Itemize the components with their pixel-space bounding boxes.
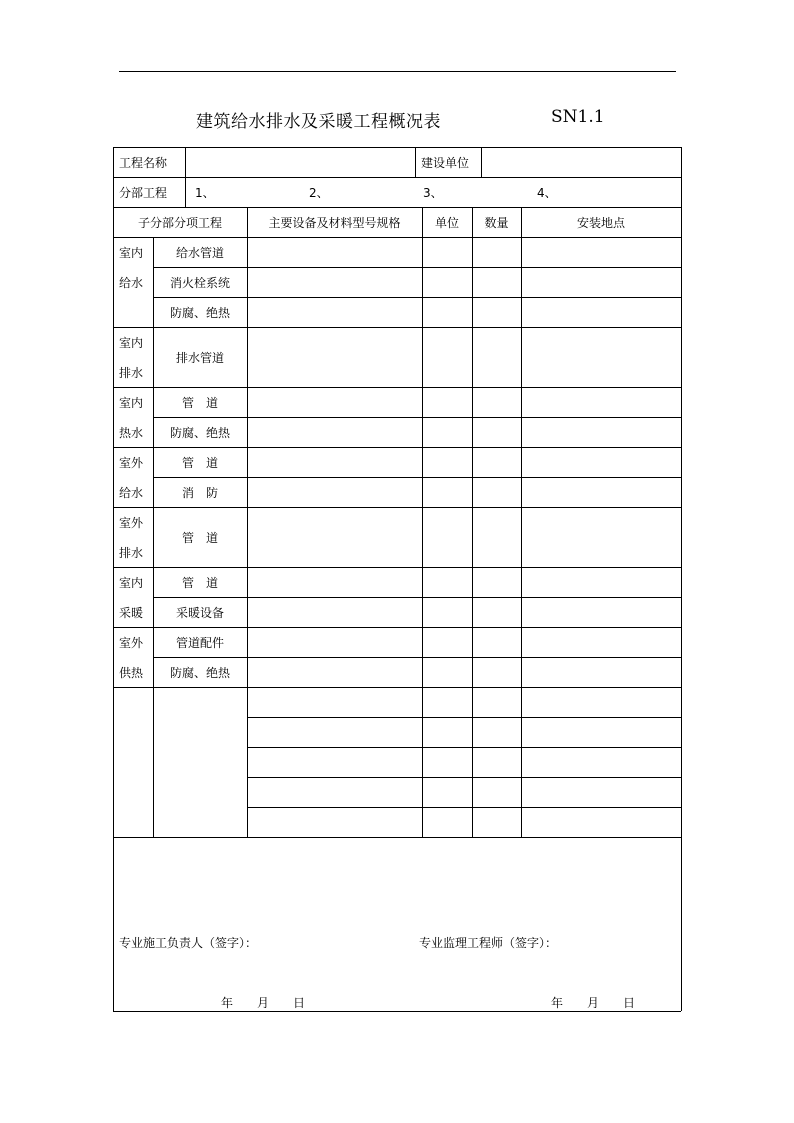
owner-value	[481, 147, 681, 177]
project-name-value	[185, 147, 415, 177]
subdivision-item: 4、	[537, 185, 557, 200]
document-title: 建筑给水排水及采暖工程概况表	[196, 112, 441, 132]
header-location: 安装地点	[576, 215, 625, 230]
item-divider	[153, 477, 681, 478]
subdivision-item: 3、	[423, 185, 443, 200]
contractor-date-month: 月	[257, 996, 270, 1010]
col-divider	[422, 207, 423, 837]
item-divider	[153, 297, 681, 298]
sub-item-label: 管 道	[181, 395, 218, 410]
contractor-signature-label: 专业施工负责人（签字）：	[119, 936, 258, 950]
supervisor-date-year: 年	[551, 996, 564, 1010]
item-divider	[153, 657, 681, 658]
blank-row-divider	[247, 807, 681, 808]
subdivision-label: 分部工程	[119, 185, 168, 200]
divider	[185, 177, 186, 207]
group-label: 室外	[119, 455, 144, 470]
sub-item-label: 排水管道	[175, 350, 224, 365]
col-divider	[472, 207, 473, 837]
group-label: 给水	[119, 485, 144, 500]
group-label: 排水	[119, 545, 144, 560]
sub-item-label: 管 道	[181, 530, 218, 545]
header-quantity: 数量	[484, 215, 509, 230]
item-divider	[153, 597, 681, 598]
group-label: 室内	[119, 395, 144, 410]
group-label: 室内	[119, 335, 144, 350]
header-rule	[119, 71, 676, 72]
sub-item-label: 管 道	[181, 575, 218, 590]
group-label: 室内	[119, 575, 144, 590]
col-divider	[247, 207, 248, 837]
sub-item-label: 防腐、绝热	[169, 665, 230, 680]
sub-item-label: 防腐、绝热	[169, 305, 230, 320]
blank-row-divider	[247, 747, 681, 748]
form-code: SN1.1	[551, 107, 605, 127]
blank-row-divider	[247, 717, 681, 718]
item-divider	[153, 417, 681, 418]
group-label: 供热	[119, 665, 144, 680]
owner-label: 建设单位	[421, 155, 470, 170]
header-unit: 单位	[434, 215, 459, 230]
group-divider	[113, 687, 681, 688]
col-divider	[521, 207, 522, 837]
contractor-date-day: 日	[293, 996, 306, 1010]
supervisor-signature-label: 专业监理工程师（签字）：	[419, 936, 558, 950]
sub-item-label: 消火栓系统	[169, 275, 230, 290]
group-label: 室外	[119, 635, 144, 650]
group-label: 排水	[119, 365, 144, 380]
project-name-label: 工程名称	[119, 155, 168, 170]
subdivision-item: 2、	[309, 185, 329, 200]
subdivision-item: 1、	[195, 185, 215, 200]
header-equipment: 主要设备及材料型号规格	[268, 215, 401, 230]
item-divider	[153, 267, 681, 268]
supervisor-date-day: 日	[623, 996, 636, 1010]
sub-item-label: 采暖设备	[175, 605, 224, 620]
row-divider	[113, 837, 681, 838]
sub-item-label: 管道配件	[175, 635, 224, 650]
col-divider	[153, 237, 154, 837]
sub-item-label: 消 防	[181, 485, 218, 500]
sub-item-label: 管 道	[181, 455, 218, 470]
table-border-bottom	[113, 1011, 681, 1012]
group-label: 室内	[119, 245, 144, 260]
group-label: 给水	[119, 275, 144, 290]
group-label: 热水	[119, 425, 144, 440]
group-label: 室外	[119, 515, 144, 530]
sub-item-label: 防腐、绝热	[169, 425, 230, 440]
contractor-date-year: 年	[221, 996, 234, 1010]
header-sub-item: 子分部分项工程	[137, 215, 222, 230]
sub-item-label: 给水管道	[175, 245, 224, 260]
blank-row-divider	[247, 777, 681, 778]
table-border-right	[681, 147, 682, 1011]
group-label: 采暖	[119, 605, 144, 620]
supervisor-date-month: 月	[587, 996, 600, 1010]
